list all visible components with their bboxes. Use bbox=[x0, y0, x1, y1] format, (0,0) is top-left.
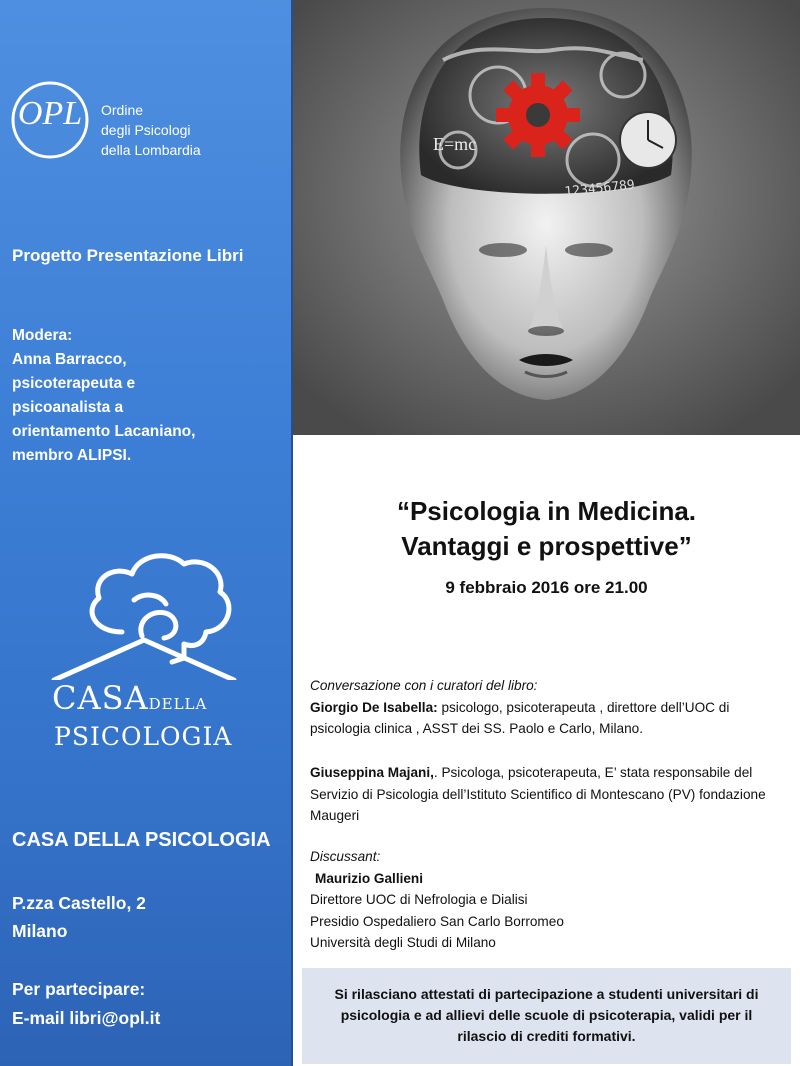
speaker-2 bbox=[310, 762, 792, 827]
participation-info bbox=[12, 975, 160, 1033]
event-title-line: Vantaggi e prospettive” bbox=[401, 531, 692, 561]
org-name-line: della Lombardia bbox=[101, 142, 201, 158]
della-word: DELLA bbox=[148, 695, 208, 713]
head-illustration bbox=[293, 0, 800, 435]
speaker-1-desc: psicologo, psicoterapeuta , direttore dell’UOC di psicologia clinica , ASST dei SS. Paolo e Carlo, Milano. bbox=[310, 699, 730, 736]
casa-della-psicologia-logo bbox=[44, 540, 244, 680]
moderator-line: psicoterapeuta e bbox=[12, 375, 136, 392]
speaker-2-name: Giuseppina Majani, bbox=[310, 765, 434, 780]
speaker-1-name: Giorgio De Isabella: bbox=[310, 699, 438, 715]
red-gear-icon bbox=[496, 73, 580, 157]
event-date: 9 febbraio 2016 ore 21.00 bbox=[445, 578, 648, 597]
digits-text: 123456789 bbox=[563, 177, 636, 200]
venue-address bbox=[12, 889, 146, 945]
speaker-2-desc: . Psicologa, psicoterapeuta, E’ stata responsabile del Servizio di Psicologia dell’Istituto Scientifico di Montescano (PV) fondazione Maugeri bbox=[310, 765, 766, 823]
sidebar bbox=[0, 0, 293, 1066]
moderator-line: psicoanalista a bbox=[12, 399, 124, 416]
discussant-name: Maurizio Gallieni bbox=[315, 870, 424, 886]
event-title bbox=[293, 494, 800, 564]
moderator-line: Anna Barracco, bbox=[12, 351, 127, 368]
event-title-line: “Psicologia in Medicina. bbox=[396, 496, 697, 526]
opl-logo bbox=[10, 80, 90, 160]
head-illustration-svg bbox=[293, 0, 800, 435]
discussant-line: Università degli Studi di Milano bbox=[310, 935, 496, 950]
contact-email[interactable]: E-mail libri@opl.it bbox=[12, 1008, 161, 1028]
discussant-label: Discussant: bbox=[310, 849, 381, 864]
discussant-line: Direttore UOC di Nefrologia e Dialisi bbox=[310, 892, 528, 907]
speaker-1 bbox=[310, 697, 792, 740]
discussant-block bbox=[310, 846, 792, 954]
org-name bbox=[101, 100, 201, 160]
org-name-line: degli Psicologi bbox=[101, 122, 191, 138]
casa-word: CASA bbox=[52, 679, 149, 717]
formula-text: E=mc bbox=[433, 134, 477, 154]
venue-name: CASA DELLA PSICOLOGIA bbox=[12, 829, 271, 851]
address-line: P.zza Castello, 2 bbox=[12, 893, 146, 913]
psicologia-word: PSICOLOGIA bbox=[54, 722, 233, 751]
casa-wordmark bbox=[52, 680, 252, 752]
moderator-line: membro ALIPSI. bbox=[12, 447, 132, 464]
moderator-line: Modera: bbox=[12, 327, 73, 344]
participate-label: Per partecipare: bbox=[12, 979, 146, 999]
opl-logo-text: OPL bbox=[17, 95, 83, 132]
moderator-line: orientamento Lacaniano, bbox=[12, 423, 196, 440]
project-title: Progetto Presentazione Libri bbox=[12, 246, 244, 265]
clock-icon bbox=[620, 112, 676, 168]
speakers-intro: Conversazione con i curatori del libro: bbox=[310, 678, 538, 693]
casa-wordmark-line1 bbox=[52, 680, 252, 722]
speakers-intro-block bbox=[310, 675, 792, 740]
discussant-line: Presidio Ospedaliero San Carlo Borromeo bbox=[310, 913, 564, 929]
moderator-block bbox=[12, 324, 287, 468]
credits-notice: Si rilasciano attestati di partecipazione a studenti universitari di psicologia e ad allievi delle scuole di psicoterapia, validi per il rilascio di crediti formativi. bbox=[302, 968, 791, 1064]
org-name-line: Ordine bbox=[101, 102, 144, 118]
address-line: Milano bbox=[12, 921, 68, 941]
